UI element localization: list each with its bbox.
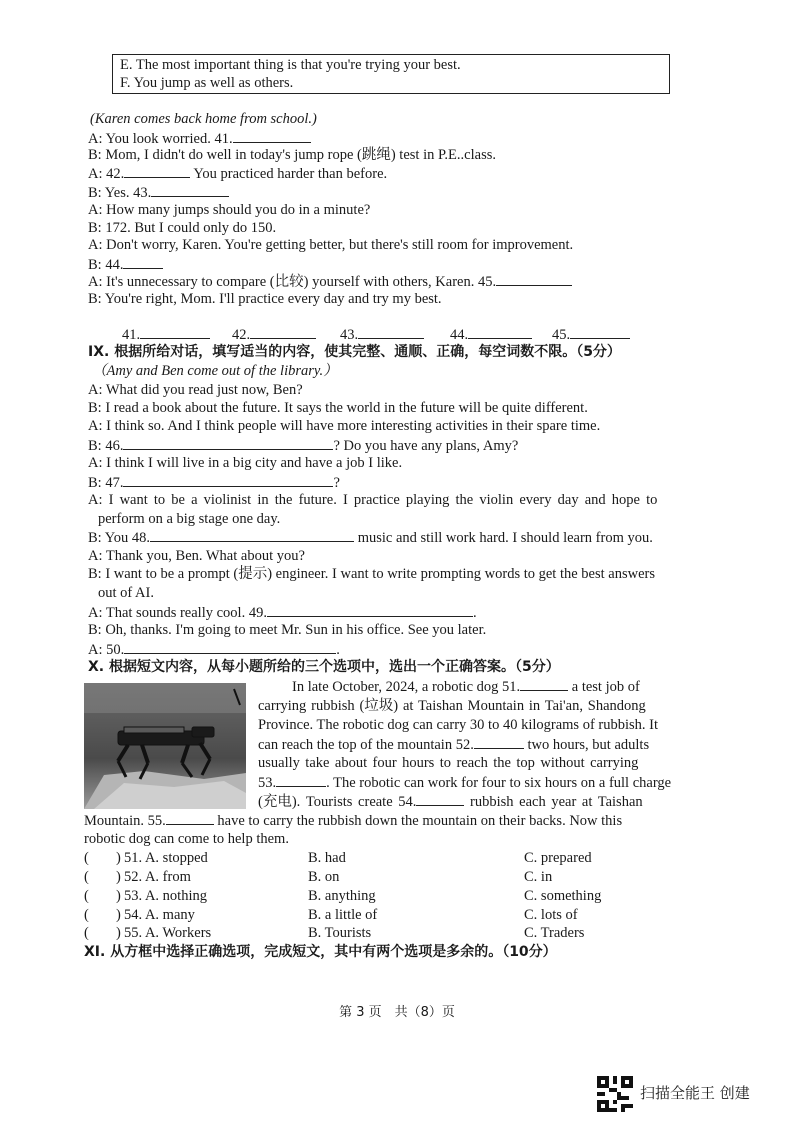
dialog2-line: out of AI. xyxy=(98,585,154,601)
dialog1-line: B: 44. xyxy=(88,255,163,274)
passage-line: carrying rubbish (垃圾) at Taishan Mountain in Tai'an, Shandong xyxy=(258,698,646,714)
scanner-brand-label: 扫描全能王 创建 xyxy=(640,1084,750,1102)
option-b: B. a little of xyxy=(308,907,378,923)
dialog1-line: B: 172. But I could only do 150. xyxy=(88,220,277,236)
answer-paren-close: ) xyxy=(116,869,121,885)
blank-43[interactable] xyxy=(151,183,229,197)
dialog2-line: A: 50. . xyxy=(88,642,340,658)
dialog1-line: B: Yes. 43. xyxy=(88,183,229,202)
dialog1-intro: (Karen comes back home from school.) xyxy=(90,111,317,127)
answer-paren-open[interactable]: ( xyxy=(84,869,89,885)
blank-45[interactable] xyxy=(496,272,572,286)
option-a: 52. A. from xyxy=(124,869,191,885)
blank-44[interactable] xyxy=(123,255,163,269)
option-a: 54. A. many xyxy=(124,907,195,923)
dialog2-line: A: I think I will live in a big city and have a job I like. xyxy=(88,455,403,471)
section10-heading: X. 根据短文内容，从每小题所给的三个选项中，选出一个正确答案。（5分） xyxy=(88,659,560,675)
option-c: C. something xyxy=(524,888,602,904)
blank-50[interactable] xyxy=(124,640,336,654)
option-b: B. had xyxy=(308,850,346,866)
dialog2-line: B: You 48. music and still work hard. I should learn from you. xyxy=(88,530,653,546)
dialog2-line: A: That sounds really cool. 49. . xyxy=(88,605,477,621)
option-e: E. The most important thing is that you're trying your best. xyxy=(120,57,461,73)
passage-line: In late October, 2024, a robotic dog 51. a test job of xyxy=(292,679,640,695)
option-a: 53. A. nothing xyxy=(124,888,207,904)
dialog1-line: A: How many jumps should you do in a minute? xyxy=(88,202,371,218)
section9-intro: （Amy and Ben come out of the library.） xyxy=(92,363,338,379)
answer-42[interactable]: 42. xyxy=(232,325,316,344)
passage-line: can reach the top of the mountain 52. two hours, but adults xyxy=(258,737,650,753)
answer-paren-close: ) xyxy=(116,907,121,923)
dialog2-line: B: 46. ? Do you have any plans, Amy? xyxy=(88,438,519,454)
blank-52[interactable] xyxy=(474,735,524,749)
blank-47[interactable] xyxy=(123,473,333,487)
passage-line: (充电). Tourists create 54. rubbish each year at Taishan xyxy=(258,794,643,810)
answer-paren-open[interactable]: ( xyxy=(84,888,89,904)
passage-line: robotic dog can come to help them. xyxy=(84,831,289,847)
dialog1-line: B: You're right, Mom. I'll practice every day and try my best. xyxy=(88,291,442,307)
option-c: C. Traders xyxy=(524,925,585,941)
blank-54[interactable] xyxy=(416,792,464,806)
option-c: C. lots of xyxy=(524,907,578,923)
answer-paren-open[interactable]: ( xyxy=(84,850,89,866)
dialog1-line: A: You look worried. 41. xyxy=(88,129,311,148)
option-b: B. on xyxy=(308,869,340,885)
blank-49[interactable] xyxy=(267,603,473,617)
answer-41[interactable]: 41. xyxy=(122,325,210,344)
dialog2-line: B: I want to be a prompt (提示) engineer. I want to write prompting words to get the best answers xyxy=(88,566,655,582)
dialog2-line: B: 47. ? xyxy=(88,475,340,491)
option-f: F. You jump as well as others. xyxy=(120,75,294,91)
passage-line: 53. . The robotic can work for four to six hours on a full charge xyxy=(258,775,672,791)
dialog2-line: perform on a big stage one day. xyxy=(98,511,281,527)
passage-line: Province. The robotic dog can carry 30 to 40 kilograms of rubbish. It xyxy=(258,717,659,733)
section9-heading: IX. 根据所给对话，填写适当的内容，使其完整、通顺、正确，每空词数不限。（5分） xyxy=(88,344,621,360)
answer-45[interactable]: 45. xyxy=(552,325,630,344)
section11-heading: XI. 从方框中选择正确选项，完成短文，其中有两个选项是多余的。（10分） xyxy=(84,944,557,960)
dialog1-line: A: 42. You practiced harder than before. xyxy=(88,166,388,182)
dialog1-line: B: Mom, I didn't do well in today's jump rope (跳绳) test in P.E..class. xyxy=(88,147,496,163)
option-a: 55. A. Workers xyxy=(124,925,212,941)
dialog2-line: B: I read a book about the future. It says the world in the future will be quite different. xyxy=(88,400,588,416)
option-c: C. in xyxy=(524,869,553,885)
option-c: C. prepared xyxy=(524,850,592,866)
dialog2-line: A: What did you read just now, Ben? xyxy=(88,382,303,398)
blank-42[interactable] xyxy=(124,164,190,178)
passage-line: Mountain. 55. have to carry the rubbish down the mountain on their backs. Now this xyxy=(84,813,623,829)
dialog2-line: A: I think so. And I think people will have more interesting activities in their spare time. xyxy=(88,418,601,434)
blank-46[interactable] xyxy=(123,436,333,450)
page-footer: 第 3 页 共（8）页 xyxy=(339,1005,455,1020)
blank-53[interactable] xyxy=(276,773,326,787)
answer-paren-close: ) xyxy=(116,850,121,866)
option-b: B. Tourists xyxy=(308,925,372,941)
dialog1-line: A: It's unnecessary to compare (比较) yourself with others, Karen. 45. xyxy=(88,272,572,291)
answer-paren-open[interactable]: ( xyxy=(84,925,89,941)
option-a: 51. A. stopped xyxy=(124,850,208,866)
passage-line: usually take about four hours to reach the top without carrying xyxy=(258,755,639,771)
blank-48[interactable] xyxy=(150,528,354,542)
answer-44[interactable]: 44. xyxy=(450,325,532,344)
answer-paren-close: ) xyxy=(116,888,121,904)
option-b: B. anything xyxy=(308,888,376,904)
blank-55[interactable] xyxy=(166,811,214,825)
answer-paren-close: ) xyxy=(116,925,121,941)
qr-code-icon xyxy=(597,1076,633,1112)
dialog2-line: B: Oh, thanks. I'm going to meet Mr. Sun in his office. See you later. xyxy=(88,622,487,638)
robot-dog-photo xyxy=(84,683,246,809)
answer-paren-open[interactable]: ( xyxy=(84,907,89,923)
blank-41[interactable] xyxy=(233,129,311,143)
dialog2-line: A: Thank you, Ben. What about you? xyxy=(88,548,305,564)
dialog2-line: A: I want to be a violinist in the future. I practice playing the violin every day and hope to xyxy=(88,492,658,508)
dialog1-line: A: Don't worry, Karen. You're getting better, but there's still room for improvement. xyxy=(88,237,574,253)
blank-51[interactable] xyxy=(520,677,568,691)
answer-43[interactable]: 43. xyxy=(340,325,424,344)
